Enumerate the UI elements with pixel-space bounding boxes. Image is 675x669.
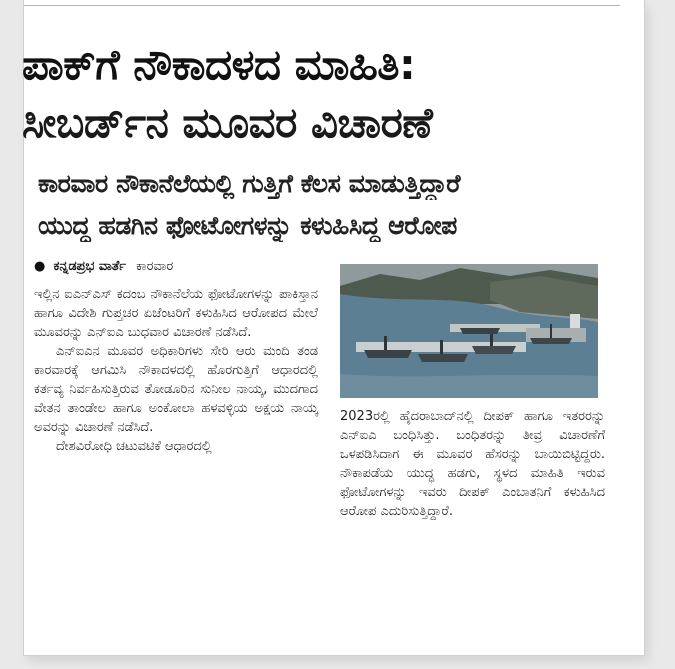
naval-base-photo-drawing <box>340 264 598 398</box>
subheadline-line-2: ಯುದ್ಧ ಹಡಗಿನ ಫೋಟೋಗಳನ್ನು ಕಳುಹಿಸಿದ್ದ ಆರೋಪ <box>38 211 457 240</box>
byline <box>34 258 324 276</box>
article-paragraph-2: ಎನ್‌ಐಎನ ಮೂವರ ಅಧಿಕಾರಿಗಳು ಸೇರಿ ಆರು ಮಂದಿ ತಂಡ ಕಾರವಾರಕ್ಕೆ ಆಗಮಿಸಿ ನೌಕಾದಳದಲ್ಲಿ ಹೊರಗುತ್ತಿಗೆ ಆಧಾರದಲ್ಲಿ ಕರ್ತವ್ಯ ನಿರ್ವಹಿಸುತ್ತಿರುವ ತೋಡೂರಿನ ಸುನೀಲ ನಾಯ್ಕ, ಮುದಗಾದ ವೇತನ ತಾಂಡೇಲ ಹಾಗೂ ಅಂಕೋಲಾ ಹಳವಳ್ಳಿಯ ಅಕ್ಷಯ ನಾಯ್ಕ ಅವರನ್ನು ವಿಚಾರಣೆ ನಡೆಸಿದೆ. <box>34 344 318 435</box>
article-paragraph-1: ಇಲ್ಲಿನ ಐಎನ್‌ಎಸ್ ಕದಂಬ ನೌಕಾನೆಲೆಯ ಫೋಟೋಗಳನ್ನು ಪಾಕಿಸ್ತಾನ ಹಾಗೂ ವಿದೇಶಿ ಗುಪ್ತಚರ ಏಜೆಂಟರಿಗೆ ಕಳುಹಿಸಿದ ಆರೋಪದ ಮೇಲೆ ಮೂವರನ್ನು ಎನ್‌ಐಎ ಬುಧವಾರ ವಿಚಾರಣೆ ನಡೆಸಿದೆ. <box>34 287 318 340</box>
article-column-right <box>340 407 605 521</box>
headline-line-2: ಸೀಬರ್ಡ್‌ನ ಮೂವರ ವಿಚಾರಣೆ <box>22 98 433 147</box>
byline-agency: ಕನ್ನಡಪ್ರಭ ವಾರ್ತೆ <box>53 259 126 274</box>
naval-base-photo <box>340 264 598 398</box>
byline-bullet: ● <box>34 259 46 274</box>
article-column-left <box>34 285 318 456</box>
byline-place: ಕಾರವಾರ <box>136 259 174 274</box>
headline-line-1: ಪಾಕ್‌ಗೆ ನೌಕಾದಳದ ಮಾಹಿತಿ: <box>22 40 416 89</box>
article-paragraph-3: ದೇಶವಿರೋಧಿ ಚಟುವಟಿಕೆ ಆಧಾರದಲ್ಲಿ <box>56 439 212 454</box>
subheadline-line-1: ಕಾರವಾರ ನೌಕಾನೆಲೆಯಲ್ಲಿ ಗುತ್ತಿಗೆ ಕೆಲಸ ಮಾಡುತ್ತಿದ್ದಾರೆ <box>38 169 461 198</box>
article-paragraph-4: 2023ರಲ್ಲಿ ಹೈದರಾಬಾದ್‌ನಲ್ಲಿ ದೀಪಕ್ ಹಾಗೂ ಇತರರನ್ನು ಎನ್‌ಐಎ ಬಂಧಿಸಿತ್ತು. ಬಂಧಿತರನ್ನು ತೀವ್ರ ವಿಚಾರಣೆಗೆ ಒಳಪಡಿಸಿದಾಗ ಈ ಮೂವರ ಹೆಸರನ್ನು ಬಾಯಿಬಿಟ್ಟಿದ್ದರು. ನೌಕಾಪಡೆಯ ಯುದ್ಧ ಹಡಗು, ಸ್ಥಳದ ಮಾಹಿತಿ ಇರುವ ಫೋಟೋಗಳನ್ನು ಇವರು ದೀಪಕ್ ಎಂಬಾತನಿಗೆ ಕಳುಹಿಸಿದ ಆರೋಪ ಎದುರಿಸುತ್ತಿದ್ದಾರೆ. <box>340 409 605 519</box>
top-rule <box>24 5 620 6</box>
